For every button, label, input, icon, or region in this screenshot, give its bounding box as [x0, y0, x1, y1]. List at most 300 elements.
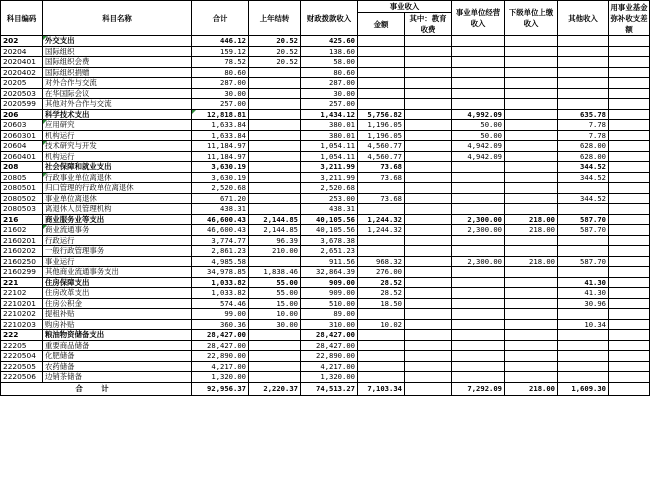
other-cell: 635.78 — [558, 109, 609, 120]
fund-cell — [609, 99, 650, 110]
other-cell: 587.70 — [558, 225, 609, 236]
subordinate-cell — [505, 130, 558, 141]
carryover-cell — [249, 109, 301, 120]
business-cell — [358, 309, 405, 320]
subordinate-cell — [505, 151, 558, 162]
subordinate-cell — [505, 99, 558, 110]
subordinate-cell — [505, 183, 558, 194]
operation-cell — [452, 351, 505, 362]
table-row — [1, 298, 650, 309]
carryover-cell — [249, 340, 301, 351]
business-cell — [358, 57, 405, 68]
operation-cell — [452, 277, 505, 288]
header-fiscal: 财政拨款收入 — [301, 1, 358, 36]
table-row — [1, 204, 650, 215]
subordinate-cell — [505, 309, 558, 320]
carryover-cell — [249, 193, 301, 204]
business-cell: 4,560.77 — [358, 141, 405, 152]
business-cell: 18.50 — [358, 298, 405, 309]
total-business-cell: 7,103.34 — [358, 382, 405, 395]
business-cell: 1,196.05 — [358, 120, 405, 131]
carryover-cell — [249, 204, 301, 215]
header-fund: 用事业基金弥补收支差额 — [609, 1, 650, 36]
code-cell: 21602 — [1, 225, 43, 236]
table-row — [1, 351, 650, 362]
table-row — [1, 46, 650, 57]
operation-cell — [452, 57, 505, 68]
other-cell: 7.78 — [558, 120, 609, 131]
table-row — [1, 309, 650, 320]
table-row — [1, 225, 650, 236]
operation-cell — [452, 309, 505, 320]
fund-cell — [609, 309, 650, 320]
table-row — [1, 235, 650, 246]
header-total: 合计 — [192, 1, 249, 36]
fund-cell — [609, 57, 650, 68]
edu-cell — [405, 67, 452, 78]
fund-cell — [609, 78, 650, 89]
table-body — [1, 36, 650, 383]
code-cell: 2220504 — [1, 351, 43, 362]
table-row — [1, 141, 650, 152]
name-cell: 社会保障和就业支出 — [43, 162, 192, 173]
fund-cell — [609, 151, 650, 162]
other-cell: 41.30 — [558, 288, 609, 299]
subordinate-cell: 218.00 — [505, 225, 558, 236]
header-name: 科目名称 — [43, 1, 192, 36]
other-cell — [558, 340, 609, 351]
business-cell: 73.68 — [358, 172, 405, 183]
fiscal-cell: 89.00 — [301, 309, 358, 320]
fund-cell — [609, 340, 650, 351]
fund-cell — [609, 109, 650, 120]
fund-cell — [609, 120, 650, 131]
code-cell: 20604 — [1, 141, 43, 152]
edu-cell — [405, 319, 452, 330]
edu-cell — [405, 78, 452, 89]
business-cell: 4,560.77 — [358, 151, 405, 162]
fiscal-cell: 438.31 — [301, 204, 358, 215]
business-cell: 1,244.32 — [358, 214, 405, 225]
fiscal-cell: 380.01 — [301, 120, 358, 131]
name-cell: 住房保障支出 — [43, 277, 192, 288]
name-cell: 技术研究与开发 — [43, 141, 192, 152]
subordinate-cell — [505, 288, 558, 299]
name-cell: 农药储备 — [43, 361, 192, 372]
table-row — [1, 57, 650, 68]
edu-cell — [405, 214, 452, 225]
table-row — [1, 36, 650, 47]
other-cell — [558, 204, 609, 215]
subordinate-cell — [505, 235, 558, 246]
business-cell — [358, 88, 405, 99]
operation-cell — [452, 46, 505, 57]
carryover-cell — [249, 162, 301, 173]
business-cell — [358, 183, 405, 194]
other-cell: 344.52 — [558, 193, 609, 204]
header-code: 科目编码 — [1, 1, 43, 36]
edu-cell — [405, 57, 452, 68]
fund-cell — [609, 372, 650, 383]
business-cell: 1,244.32 — [358, 225, 405, 236]
total-cell: 4,217.00 — [192, 361, 249, 372]
total-cell: 287.00 — [192, 78, 249, 89]
business-cell: 5,756.82 — [358, 109, 405, 120]
business-cell — [358, 204, 405, 215]
edu-cell — [405, 151, 452, 162]
total-edu-cell — [405, 382, 452, 395]
subordinate-cell — [505, 162, 558, 173]
code-cell: 208 — [1, 162, 43, 173]
code-cell: 2060301 — [1, 130, 43, 141]
subordinate-cell — [505, 120, 558, 131]
total-fiscal-cell: 74,513.27 — [301, 382, 358, 395]
total-cell: 46,600.43 — [192, 225, 249, 236]
subordinate-cell — [505, 141, 558, 152]
fund-cell — [609, 36, 650, 47]
business-cell: 73.68 — [358, 162, 405, 173]
total-cell: 3,630.19 — [192, 162, 249, 173]
subordinate-cell — [505, 88, 558, 99]
total-fund-cell — [609, 382, 650, 395]
fund-cell — [609, 277, 650, 288]
business-cell: 28.52 — [358, 288, 405, 299]
edu-cell — [405, 162, 452, 173]
code-cell: 2020401 — [1, 57, 43, 68]
name-cell: 外交支出 — [43, 36, 192, 47]
edu-cell — [405, 193, 452, 204]
table-row — [1, 277, 650, 288]
edu-cell — [405, 183, 452, 194]
total-cell: 99.00 — [192, 309, 249, 320]
other-cell: 587.70 — [558, 214, 609, 225]
table-footer — [1, 382, 650, 395]
fund-cell — [609, 183, 650, 194]
edu-cell — [405, 256, 452, 267]
code-cell: 2020503 — [1, 88, 43, 99]
fiscal-cell: 2,520.68 — [301, 183, 358, 194]
fiscal-cell: 1,320.00 — [301, 372, 358, 383]
other-cell — [558, 99, 609, 110]
name-cell: 国际组织 — [43, 46, 192, 57]
subordinate-cell — [505, 372, 558, 383]
carryover-cell — [249, 120, 301, 131]
fiscal-cell: 3,211.99 — [301, 162, 358, 173]
other-cell — [558, 372, 609, 383]
operation-cell — [452, 288, 505, 299]
fiscal-cell: 257.00 — [301, 99, 358, 110]
carryover-cell: 20.52 — [249, 57, 301, 68]
carryover-cell: 96.39 — [249, 235, 301, 246]
total-cell: 671.20 — [192, 193, 249, 204]
table-row — [1, 330, 650, 341]
fiscal-cell: 380.01 — [301, 130, 358, 141]
code-cell: 2210203 — [1, 319, 43, 330]
subordinate-cell: 218.00 — [505, 256, 558, 267]
fiscal-cell: 425.60 — [301, 36, 358, 47]
subordinate-cell — [505, 172, 558, 183]
carryover-cell: 55.00 — [249, 288, 301, 299]
operation-cell: 4,942.09 — [452, 141, 505, 152]
fiscal-cell: 28,427.00 — [301, 340, 358, 351]
subordinate-cell — [505, 298, 558, 309]
subordinate-cell — [505, 351, 558, 362]
fiscal-cell: 909.00 — [301, 288, 358, 299]
total-cell: 3,774.77 — [192, 235, 249, 246]
other-cell — [558, 267, 609, 278]
total-operation-cell: 7,292.09 — [452, 382, 505, 395]
name-cell: 住房公积金 — [43, 298, 192, 309]
name-cell: 住房改革支出 — [43, 288, 192, 299]
edu-cell — [405, 361, 452, 372]
other-cell: 344.52 — [558, 162, 609, 173]
operation-cell — [452, 183, 505, 194]
subordinate-cell — [505, 319, 558, 330]
code-cell: 2080503 — [1, 204, 43, 215]
code-cell: 2160250 — [1, 256, 43, 267]
fiscal-cell: 2,651.23 — [301, 246, 358, 257]
carryover-cell — [249, 88, 301, 99]
header-other: 其他收入 — [558, 1, 609, 36]
business-cell — [358, 99, 405, 110]
operation-cell — [452, 372, 505, 383]
name-cell: 商业流通事务 — [43, 225, 192, 236]
code-cell: 216 — [1, 214, 43, 225]
total-cell: 78.52 — [192, 57, 249, 68]
fiscal-cell: 138.60 — [301, 46, 358, 57]
edu-cell — [405, 99, 452, 110]
name-cell: 归口管理的行政单位离退休 — [43, 183, 192, 194]
other-cell — [558, 351, 609, 362]
fund-cell — [609, 162, 650, 173]
total-cell: 2,520.68 — [192, 183, 249, 194]
subordinate-cell — [505, 193, 558, 204]
name-cell: 重要商品储备 — [43, 340, 192, 351]
name-cell: 科学技术支出 — [43, 109, 192, 120]
table-row — [1, 172, 650, 183]
table-row — [1, 340, 650, 351]
edu-cell — [405, 267, 452, 278]
fund-cell — [609, 193, 650, 204]
operation-cell: 50.00 — [452, 120, 505, 131]
edu-cell — [405, 351, 452, 362]
header-business-edu: 其中：教育收费 — [405, 13, 452, 36]
business-cell: 276.00 — [358, 267, 405, 278]
code-cell: 20603 — [1, 120, 43, 131]
total-cell: 360.36 — [192, 319, 249, 330]
fiscal-cell: 1,054.11 — [301, 141, 358, 152]
fund-cell — [609, 246, 650, 257]
table-row — [1, 88, 650, 99]
edu-cell — [405, 309, 452, 320]
total-cell: 3,630.19 — [192, 172, 249, 183]
operation-cell — [452, 78, 505, 89]
table-row — [1, 319, 650, 330]
total-cell: 257.00 — [192, 99, 249, 110]
business-cell — [358, 67, 405, 78]
subordinate-cell — [505, 277, 558, 288]
business-cell: 968.32 — [358, 256, 405, 267]
carryover-cell — [249, 183, 301, 194]
business-cell — [358, 340, 405, 351]
carryover-cell — [249, 330, 301, 341]
carryover-cell: 20.52 — [249, 46, 301, 57]
table-row — [1, 162, 650, 173]
name-cell: 应用研究 — [43, 120, 192, 131]
total-cell: 22,890.00 — [192, 351, 249, 362]
other-cell: 30.96 — [558, 298, 609, 309]
fiscal-cell: 909.00 — [301, 277, 358, 288]
subordinate-cell: 218.00 — [505, 214, 558, 225]
name-cell: 提租补贴 — [43, 309, 192, 320]
fiscal-cell: 911.56 — [301, 256, 358, 267]
name-cell: 商业服务业等支出 — [43, 214, 192, 225]
other-cell: 41.30 — [558, 277, 609, 288]
business-cell: 73.68 — [358, 193, 405, 204]
edu-cell — [405, 141, 452, 152]
subordinate-cell — [505, 36, 558, 47]
other-cell — [558, 78, 609, 89]
fund-cell — [609, 319, 650, 330]
edu-cell — [405, 225, 452, 236]
other-cell: 587.70 — [558, 256, 609, 267]
other-cell — [558, 36, 609, 47]
operation-cell — [452, 361, 505, 372]
total-cell: 92,956.37 — [192, 382, 249, 395]
business-cell — [358, 361, 405, 372]
total-cell: 80.60 — [192, 67, 249, 78]
code-cell: 2210202 — [1, 309, 43, 320]
edu-cell — [405, 46, 452, 57]
total-cell: 30.00 — [192, 88, 249, 99]
name-cell: 事业单位离退休 — [43, 193, 192, 204]
code-cell: 2080501 — [1, 183, 43, 194]
subordinate-cell — [505, 78, 558, 89]
edu-cell — [405, 298, 452, 309]
total-cell: 11,184.97 — [192, 141, 249, 152]
fiscal-cell: 40,105.56 — [301, 225, 358, 236]
fiscal-cell: 510.00 — [301, 298, 358, 309]
operation-cell — [452, 319, 505, 330]
operation-cell: 50.00 — [452, 130, 505, 141]
table-row — [1, 151, 650, 162]
operation-cell: 4,992.09 — [452, 109, 505, 120]
carryover-cell — [249, 130, 301, 141]
fiscal-cell: 1,434.12 — [301, 109, 358, 120]
code-cell: 2020402 — [1, 67, 43, 78]
table-row — [1, 288, 650, 299]
operation-cell — [452, 246, 505, 257]
total-cell: 2,861.23 — [192, 246, 249, 257]
fund-cell — [609, 67, 650, 78]
code-cell: 20204 — [1, 46, 43, 57]
total-other-cell: 1,609.30 — [558, 382, 609, 395]
carryover-cell — [249, 99, 301, 110]
carryover-cell: 210.00 — [249, 246, 301, 257]
table-row — [1, 193, 650, 204]
edu-cell — [405, 330, 452, 341]
code-cell: 206 — [1, 109, 43, 120]
fund-cell — [609, 288, 650, 299]
other-cell — [558, 57, 609, 68]
carryover-cell — [249, 351, 301, 362]
code-cell: 2160201 — [1, 235, 43, 246]
name-cell: 粮油物资储备支出 — [43, 330, 192, 341]
business-cell — [358, 78, 405, 89]
operation-cell — [452, 340, 505, 351]
subordinate-cell — [505, 67, 558, 78]
fund-cell — [609, 204, 650, 215]
operation-cell: 2,300.00 — [452, 225, 505, 236]
operation-cell: 2,300.00 — [452, 214, 505, 225]
carryover-cell — [249, 361, 301, 372]
carryover-cell — [249, 172, 301, 183]
carryover-cell: 30.00 — [249, 319, 301, 330]
code-cell: 2060401 — [1, 151, 43, 162]
table-row — [1, 99, 650, 110]
total-row — [1, 382, 650, 395]
table-row — [1, 372, 650, 383]
edu-cell — [405, 204, 452, 215]
total-cell: 574.46 — [192, 298, 249, 309]
business-cell — [358, 235, 405, 246]
carryover-cell: 15.00 — [249, 298, 301, 309]
fiscal-cell: 40,105.56 — [301, 214, 358, 225]
edu-cell — [405, 88, 452, 99]
other-cell: 10.34 — [558, 319, 609, 330]
name-cell: 对外合作与交流 — [43, 78, 192, 89]
operation-cell — [452, 298, 505, 309]
table-row — [1, 214, 650, 225]
fiscal-cell: 253.00 — [301, 193, 358, 204]
code-cell: 22205 — [1, 340, 43, 351]
business-cell: 10.02 — [358, 319, 405, 330]
operation-cell — [452, 172, 505, 183]
name-cell: 国际组织会费 — [43, 57, 192, 68]
total-cell: 1,633.84 — [192, 120, 249, 131]
name-cell: 在华国际会议 — [43, 88, 192, 99]
total-cell: 1,033.82 — [192, 277, 249, 288]
fund-cell — [609, 46, 650, 57]
edu-cell — [405, 288, 452, 299]
operation-cell — [452, 330, 505, 341]
total-cell: 28,427.00 — [192, 330, 249, 341]
carryover-cell — [249, 372, 301, 383]
code-cell: 2160202 — [1, 246, 43, 257]
name-cell: 国际组织捐赠 — [43, 67, 192, 78]
edu-cell — [405, 277, 452, 288]
carryover-cell — [249, 141, 301, 152]
other-cell — [558, 246, 609, 257]
table-row — [1, 109, 650, 120]
fiscal-cell: 4,217.00 — [301, 361, 358, 372]
operation-cell — [452, 36, 505, 47]
business-cell — [358, 246, 405, 257]
table-row — [1, 183, 650, 194]
carryover-cell — [249, 151, 301, 162]
name-cell: 购房补贴 — [43, 319, 192, 330]
business-cell: 1,196.05 — [358, 130, 405, 141]
other-cell: 344.52 — [558, 172, 609, 183]
table-row — [1, 130, 650, 141]
fiscal-cell: 28,427.00 — [301, 330, 358, 341]
name-cell: 事业运行 — [43, 256, 192, 267]
code-cell: 22102 — [1, 288, 43, 299]
table-row — [1, 361, 650, 372]
edu-cell — [405, 372, 452, 383]
total-cell: 28,427.00 — [192, 340, 249, 351]
fiscal-cell: 287.00 — [301, 78, 358, 89]
